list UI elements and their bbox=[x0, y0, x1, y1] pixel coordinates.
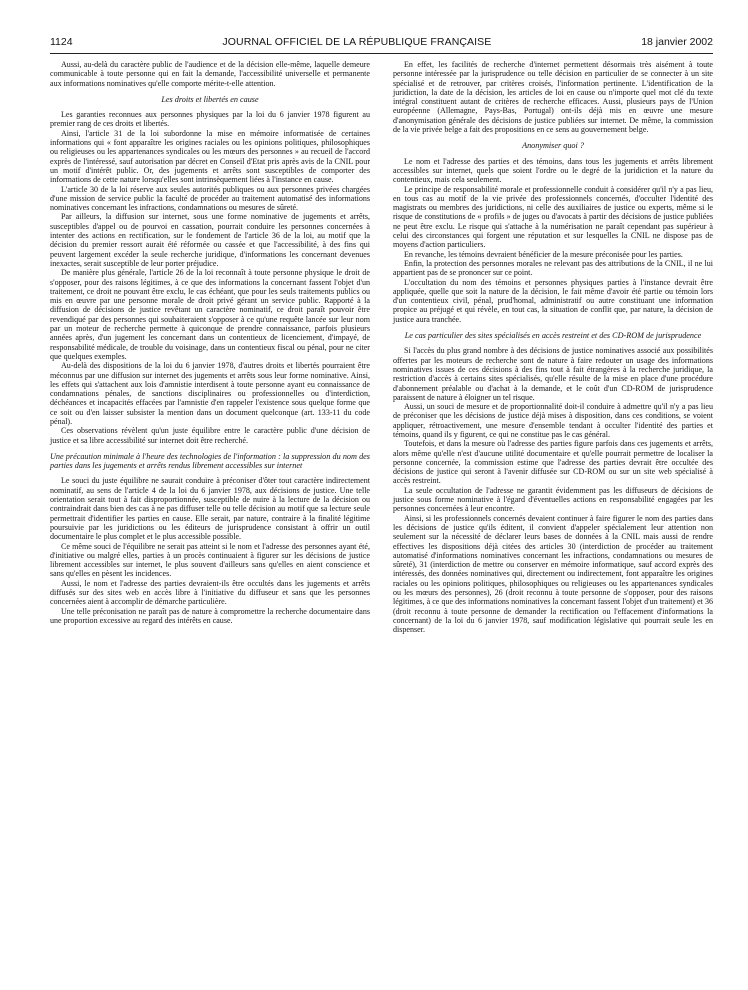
paragraph: Le nom et l'adresse des parties et des témoins, dans tous les jugements et arrêts librement accessibles sur internet, quels que soient l'ordre ou le degré de la juridiction et la nature du contentieux, mais cela seulement. bbox=[393, 156, 713, 185]
paragraph: En revanche, les témoins devraient bénéficier de la mesure préconisée pour les parties. bbox=[404, 249, 683, 259]
paragraph: Toutefois, et dans la mesure où l'adresse des parties figure parfois dans ces jugements et arrêts, alors même qu'elle n'est d'aucune utilité documentaire et qu'elle pourrait permettre de localiser la personne concernée, la commission estime que l'adresse des parties devrait être occultée des décisions de justice qui seront à l'avenir diffusée sur CD-ROM ou sur un site web spécialisé à accès restreint. bbox=[393, 439, 713, 486]
section-heading: Anonymiser quoi ? bbox=[522, 141, 584, 151]
paragraph: Au-delà des dispositions de la loi du 6 janvier 1978, d'autres droits et libertés pourraient être méconnus par une diffusion sur internet des jugements et arrêts sous leur forme nominative. Ainsi, les effets qui s'attachent aux lois d'amnistie interdisent à toute personne ayant eu connaissance de condamnations pénales, de sanctions disciplinaires ou professionnelles ou d'interdiction, déchéances et incapacités effacées par l'amnistie d'en rappeler l'existence sous quelque forme que ce soit ou d'en laisser subsister la mention dans un document quelconque (art. 133-11 du code pénal). bbox=[50, 361, 370, 426]
section-heading: Une précaution minimale à l'heure des technologies de l'information : la suppression du nom des parties dans les jugements et arrêts rendus librement accessibles sur internet bbox=[50, 451, 370, 471]
paragraph: Le principe de responsabilité morale et professionnelle conduit à considérer qu'il n'y a pas lieu, en tous cas au motif de la vie privée des professionnels concernés, d'occulter l'identité des magistrats ou membres des juridictions, ni celle des auxiliaires de justice ou experts, même si le risque de constitutions de « profils » de juges ou d'avocats à partir des décisions de justice publiées ne peut être exclu. Le risque qui s'attache à la numérisation ne paraît cependant pas supérieur à celui des circonstances qui forgent une réputation et sur lesquelles la CNIL ne dispose pas de moyens d'action particuliers. bbox=[393, 184, 713, 250]
text-columns bbox=[50, 60, 713, 635]
left-column bbox=[50, 60, 370, 635]
section-heading: Les droits et libertés en cause bbox=[161, 94, 259, 104]
journal-page bbox=[50, 36, 713, 970]
page-header bbox=[50, 36, 713, 50]
paragraph: Aussi, le nom et l'adresse des parties devraient-ils être occultés dans les jugements et arrêts diffusés sur des sites web en accès libre à l'initiative du diffuseur et sans que les personnes concernées aient à accomplir de démarche particulière. bbox=[50, 578, 370, 607]
right-column bbox=[393, 60, 713, 635]
paragraph: Ce même souci de l'équilibre ne serait pas atteint si le nom et l'adresse des personnes ayant été, d'initiative ou malgré elles, parties à un procès continuaient à figurer sur les décisions de justice librement accessibles sur internet, le plus souvent d'ailleurs sans qu'elles en aient conscience et sans qu'elles en pèsent les incidences. bbox=[50, 541, 370, 579]
paragraph: Ces observations révèlent qu'un juste équilibre entre le caractère public d'une décision de justice et sa libre accessibilité sur internet doit être recherché. bbox=[50, 426, 370, 445]
paragraph: L'article 30 de la loi réserve aux seules autorités publiques ou aux personnes privées chargées d'une mission de service public la faculté de procéder au traitement automatisé des informations nominatives concernant les infractions, condamnations ou mesures de sûreté. bbox=[50, 184, 370, 213]
paragraph: Aussi, au-delà du caractère public de l'audience et de la décision elle-même, laquelle demeure communicable à toute personne qui en fait la demande, l'accessibilité universelle et permanente aux informations nominatives qu'elle comporte mérite-t-elle attention. bbox=[50, 60, 370, 88]
paragraph: Enfin, la protection des personnes morales ne relevant pas des attributions de la CNIL, il ne lui appartient pas de se prononcer sur ce point. bbox=[393, 258, 713, 278]
paragraph: De manière plus générale, l'article 26 de la loi reconnaît à toute personne physique le droit de s'opposer, pour des raisons légitimes, à ce que des informations la concernant fassent l'objet d'un traitement, ce droit ne pouvant être exclu, le cas échéant, que pour les seuls traitements publics ou mis en œuvre par une personne morale de droit privé gérant un service public. Rapporté à la diffusion de décisions de justice revêtant un caractère nominatif, ce droit paraît pouvoir être revendiqué par des personnes qui souhaiteraient s'opposer à ce qu'une requête lancée sur leur nom par un moteur de recherche permette à quiconque de prendre connaissance, parfois plusieurs années après, d'un jugement les concernant dans un contentieux de licenciement, d'impayé, de responsabilité médicale, de trouble du voisinage, dans un contentieux fiscal ou pénal, pour ne citer que quelques exemples. bbox=[50, 268, 370, 361]
section-heading: Le cas particulier des sites spécialisés en accès restreint et des CD-ROM de jurisprudence bbox=[404, 331, 702, 341]
paragraph: Une telle préconisation ne paraît pas de nature à compromettre la recherche documentaire dans une proportion excessive au regard des intérêts en cause. bbox=[50, 606, 370, 625]
journal-title: JOURNAL OFFICIEL DE LA RÉPUBLIQUE FRANÇAISE bbox=[222, 36, 492, 48]
issue-date: 18 janvier 2002 bbox=[641, 36, 713, 48]
paragraph: Les garanties reconnues aux personnes physiques par la loi du 6 janvier 1978 figurent au premier rang de ces droits et libertés. bbox=[50, 110, 370, 129]
paragraph: Par ailleurs, la diffusion sur internet, sous une forme nominative de jugements et arrêts, susceptibles d'appel ou de pourvoi en cassation, pourrait conduire les personnes concernées à intenter des actions en rectification, sur le fondement de l'article 36 de la loi, au motif que la décision du premier ressort aurait été réformée ou cassée et que l'accessibilité, à des fins qui peuvent largement excéder la seule recherche juridique, d'informations les concernant devenues inexactes, serait susceptible de leur porter préjudice. bbox=[50, 212, 370, 268]
page-number: 1124 bbox=[50, 36, 73, 48]
paragraph: Ainsi, l'article 31 de la loi subordonne la mise en mémoire informatisée de certaines informations qui « font apparaître les origines raciales ou les opinions politiques, philosophiques ou religieuses ou les appartenances syndicales ou les mœurs des personnes » au recueil de l'accord exprès de l'intéressé, sauf autorisation par décret en Conseil d'Etat pris après avis de la CNIL pour un motif d'intérêt public. Or, des jugements et arrêts sont susceptibles de comporter des informations de cette nature lorsqu'elles sont intrinsèquement liées à l'instance en cause. bbox=[50, 128, 370, 185]
paragraph: Si l'accès du plus grand nombre à des décisions de justice nominatives associé aux possibilités offertes par les moteurs de recherche sont de nature à faire redouter un usage des informations nominatives issues de ces décisions à des fins tout à fait étrangères à la recherche juridique, la restriction d'accès à certains sites spécialisés, qu'elle résulte de la mise en place d'une procédure d'abonnement préalable ou d'achat à la demande, et le coût d'un CD-ROM de jurisprudence paraissent de nature à éloigner un tel risque. bbox=[393, 346, 713, 402]
header-rule bbox=[50, 53, 713, 54]
paragraph: Le souci du juste équilibre ne saurait conduire à préconiser d'ôter tout caractère indirectement nominatif, au sens de l'article 4 de la loi du 6 janvier 1978, aux décisions de justice. Une telle orientation serait tout à fait disproportionnée, susceptible de nuire à la lecture de la décision ou contraindrait dans bien des cas à ne pas diffuser telle ou telle décision au motif que sa lecture seule permettrait d'identifier les parties en cause. Elle serait, par nature, contraire à la finalité légitime poursuivie par les juridictions ou les éditeurs de jurisprudence consistant à offrir un outil documentaire le plus complet et le plus accessible possible. bbox=[50, 476, 370, 542]
paragraph: Ainsi, si les professionnels concernés devaient continuer à faire figurer le nom des parties dans les décisions de justice qu'ils éditent, il convient d'appeler spécialement leur attention non seulement sur la nécessité de déclarer leurs bases de données à la CNIL mais aussi de rendre effectives les dispositions déjà citées des articles 30 (interdiction de procéder au traitement automatisé d'informations nominatives concernant les infractions, condamnations ou mesures de sûreté), 31 (interdiction de mettre ou conserver en mémoire informatique, sauf accord exprès des intéressés, des données nominatives qui, directement ou indirectement, font apparaître les origines raciales ou les opinions politiques, philosophiques ou religieuses ou les appartenances syndicales ou les mœurs des personnes), 26 (droit reconnu à toute personne de s'opposer, pour des raisons légitimes, à ce que des informations nominatives la concernant fassent l'objet d'un traitement) et 36 (droit reconnu à toute personne de demander la rectification ou l'effacement d'informations la concernant) de la loi du 6 janvier 1978, sauf modification législative qui pourrait seule les en dispenser. bbox=[393, 513, 713, 635]
paragraph: Aussi, un souci de mesure et de proportionnalité doit-il conduire à admettre qu'il n'y a pas lieu de préconiser que les décisions de justice déjà mises à disposition, dans ces conditions, se voient appliquer, rétroactivement, une mesure d'ensemble tendant à occulter l'identité des parties et témoins, quand ils y figurent, ce qui ne constitue pas le cas général. bbox=[393, 402, 713, 439]
paragraph: La seule occultation de l'adresse ne garantit évidemment pas les diffuseurs de décisions de justice sous forme nominative à l'égard d'éventuelles actions en responsabilité engagées par les personnes concernées à leur encontre. bbox=[393, 485, 713, 514]
paragraph: En effet, les facilités de recherche d'internet permettent désormais très aisément à toute personne intéressée par la jurisprudence ou telle décision en particulier de se connecter à un site spécialisé et de retrouver, par critères croisés, l'information pertinente. L'identification de la juridiction, la date de la décision, les articles de loi en cause ou n'importe quel mot clé du texte intégral constituent autant de critères de recherche efficaces. Aussi, plusieurs pays de l'Union européenne (Allemagne, Pays-Bas, Portugal) ont-ils déjà mis en œuvre une mesure d'anonymisation générale des décisions de justice publiées sur internet. De même, la commission de la vie privée belge a fait des propositions en ce sens au gouvernement belge. bbox=[393, 60, 713, 135]
paragraph: L'occultation du nom des témoins et personnes physiques parties à l'instance devrait être appliquée, quelle que soit la nature de la décision, le fait même d'avoir été partie ou témoin lors d'un contentieux civil, pénal, prud'homal, administratif ou autre constituant une information propice au préjugé et qui révèle, en tout cas, la situation de conflit que, par nature, la décision de justice aura tranchée. bbox=[393, 277, 713, 324]
